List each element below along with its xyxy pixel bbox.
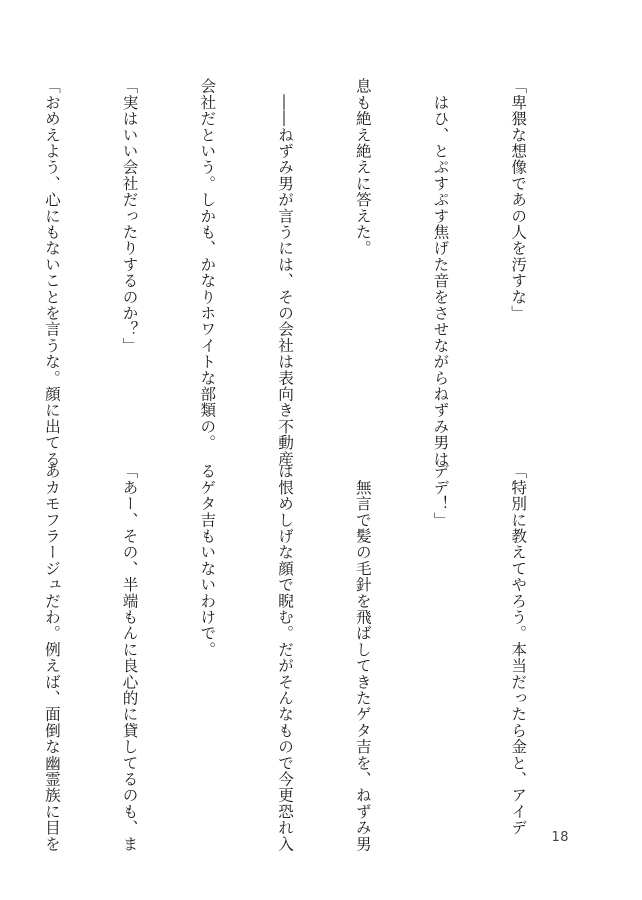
text-line: 無言で髪の毛針を飛ばしてきたゲタ吉を、ねずみ男 xyxy=(353,463,372,852)
text-line: 息も絶え絶えに答えた。 xyxy=(353,78,372,257)
text-line: はひ、とぷすぷす焦げた音をさせながらねずみ男は xyxy=(431,78,450,467)
text-line: 「特別に教えてやろう。本当だったら金と、アイデ xyxy=(509,463,528,836)
text-line: ――ねずみ男が言うには、その会社は表向き不動産 xyxy=(276,78,295,467)
text-line: 「卑猥な想像であの人を汚すな」 xyxy=(509,78,528,321)
text-line: あカモフラージュだわ。例えば、面倒な幽霊族に目を xyxy=(42,463,61,852)
text-line: は恨めしげな顔で睨む。だがそんなもので今更恐れ入 xyxy=(276,463,295,852)
text-line: 会社だという。しかも、かなりホワイトな部類の。 xyxy=(198,78,217,451)
text-line: 「あー、その、半端もんに良心的に貸してるのも、ま xyxy=(120,463,139,852)
page-number: 18 xyxy=(551,830,569,845)
text-line: るゲタ吉もいないわけで。 xyxy=(198,463,217,658)
text-line: デデ！」 xyxy=(431,463,450,528)
text-line: 「おめえよう、心にもないことを言うな。顔に出てる xyxy=(42,78,61,467)
upper-text-block xyxy=(42,78,582,467)
text-line: 「実はいい会社だったりするのか？」 xyxy=(120,78,139,354)
